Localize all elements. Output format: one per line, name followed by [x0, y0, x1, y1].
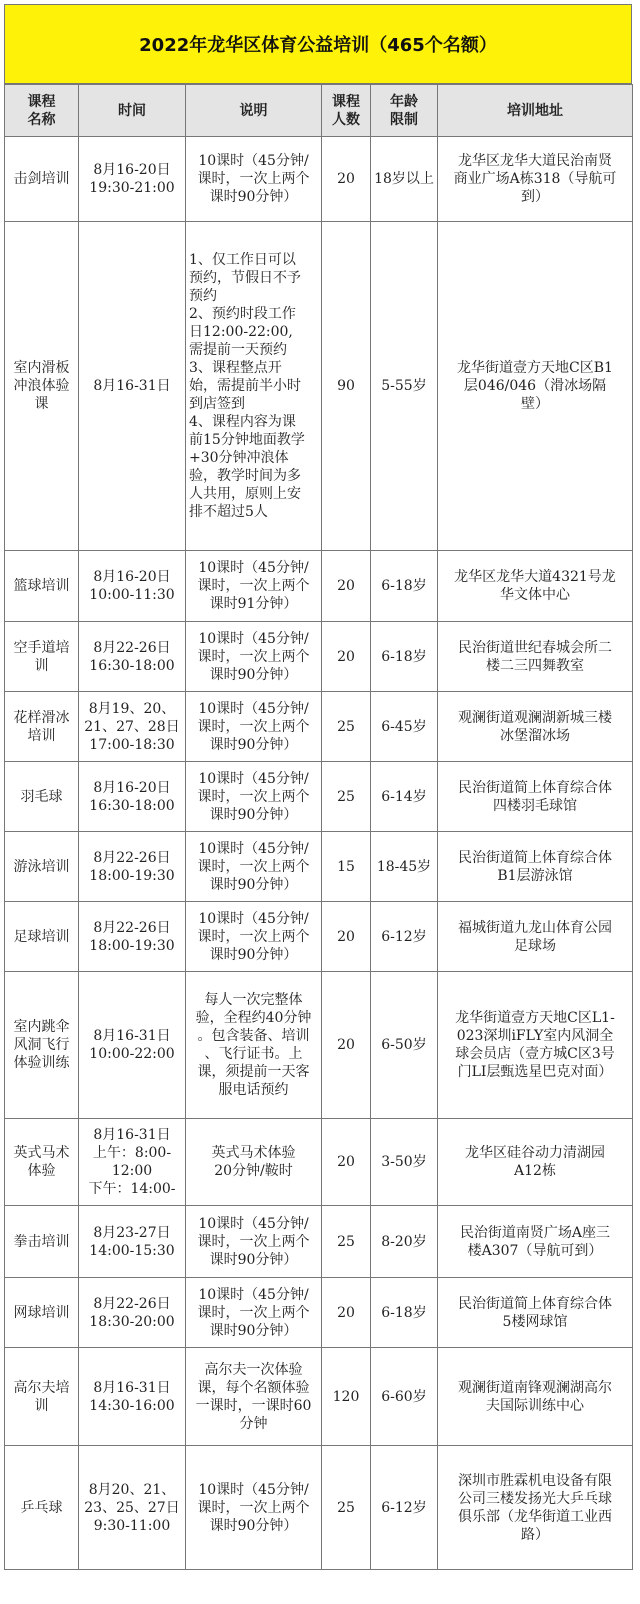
course-time: 8月16-31日 上午：8:00- 12:00 下午：14:00- — [79, 1119, 186, 1206]
course-time: 8月16-31日 14:30-16:00 — [79, 1348, 186, 1446]
course-name: 游泳培训 — [5, 832, 79, 902]
table-row — [5, 832, 633, 902]
header-desc: 说明 — [186, 85, 322, 137]
course-count: 15 — [322, 832, 371, 902]
course-address: 龙华区硅谷动力清湖园 A12栋 — [438, 1119, 633, 1206]
course-address: 龙华区龙华大道民治南贤 商业广场A栋318（导航可 到） — [438, 137, 633, 222]
table-row — [5, 972, 633, 1119]
course-age: 6-18岁 — [371, 1278, 438, 1348]
course-desc: 10课时（45分钟/ 课时，一次上两个 课时91分钟） — [186, 551, 322, 622]
course-time: 8月19、20、 21、27、28日 17:00-18:30 — [79, 692, 186, 762]
course-name: 室内跳伞 风洞飞行 体验训练 — [5, 972, 79, 1119]
course-desc: 1、仅工作日可以 预约，节假日不予 预约 2、预约时段工作 日12:00-22:00, 需提前一天预约 3、课程整点开 始，需提前半小时 到店签到 4、课程内容为课 前15分钟地面教学 +30分钟冲浪体 验，教学时间为多 人共用，原则上安 排不超过5人 — [186, 222, 322, 551]
course-desc: 英式马术体验 20分钟/鞍时 — [186, 1119, 322, 1206]
course-count: 25 — [322, 692, 371, 762]
table-row — [5, 551, 633, 622]
course-age: 6-12岁 — [371, 1446, 438, 1570]
course-time: 8月22-26日 18:30-20:00 — [79, 1278, 186, 1348]
course-name: 室内滑板 冲浪体验 课 — [5, 222, 79, 551]
course-address: 观澜街道南锋观澜湖高尔 夫国际训练中心 — [438, 1348, 633, 1446]
course-address: 龙华区龙华大道4321号龙 华文体中心 — [438, 551, 633, 622]
course-name: 高尔夫培 训 — [5, 1348, 79, 1446]
course-count: 20 — [322, 1278, 371, 1348]
course-address: 深圳市胜霖机电设备有限 公司三楼发扬光大乒乓球 俱乐部（龙华街道工业西 路） — [438, 1446, 633, 1570]
course-address: 民治街道简上体育综合体 5楼网球馆 — [438, 1278, 633, 1348]
course-name: 网球培训 — [5, 1278, 79, 1348]
course-count: 20 — [322, 972, 371, 1119]
course-address: 民治街道简上体育综合体 四楼羽毛球馆 — [438, 762, 633, 832]
course-age: 5-55岁 — [371, 222, 438, 551]
course-address: 民治街道南贤广场A座三 楼A307（导航可到） — [438, 1206, 633, 1278]
header-row — [5, 85, 633, 137]
header-count: 课程 人数 — [322, 85, 371, 137]
course-time: 8月16-20日 19:30-21:00 — [79, 137, 186, 222]
course-count: 20 — [322, 137, 371, 222]
course-desc: 10课时（45分钟/ 课时，一次上两个 课时90分钟） — [186, 832, 322, 902]
course-desc: 10课时（45分钟/ 课时，一次上两个 课时90分钟） — [186, 1278, 322, 1348]
course-count: 25 — [322, 1206, 371, 1278]
course-age: 3-50岁 — [371, 1119, 438, 1206]
course-time: 8月16-20日 10:00-11:30 — [79, 551, 186, 622]
course-time: 8月16-31日 10:00-22:00 — [79, 972, 186, 1119]
course-desc: 10课时（45分钟/ 课时，一次上两个 课时90分钟） — [186, 902, 322, 972]
course-age: 18岁以上 — [371, 137, 438, 222]
course-time: 8月16-31日 — [79, 222, 186, 551]
table-row — [5, 1278, 633, 1348]
course-age: 6-18岁 — [371, 622, 438, 692]
course-address: 观澜街道观澜湖新城三楼 冰堡溜冰场 — [438, 692, 633, 762]
course-count: 25 — [322, 762, 371, 832]
course-name: 空手道培 训 — [5, 622, 79, 692]
course-name: 足球培训 — [5, 902, 79, 972]
header-address: 培训地址 — [438, 85, 633, 137]
course-age: 6-14岁 — [371, 762, 438, 832]
course-age: 6-12岁 — [371, 902, 438, 972]
course-count: 25 — [322, 1446, 371, 1570]
course-name: 英式马术 体验 — [5, 1119, 79, 1206]
course-desc: 10课时（45分钟/ 课时，一次上两个 课时90分钟） — [186, 137, 322, 222]
course-time: 8月22-26日 18:00-19:30 — [79, 832, 186, 902]
course-age: 6-18岁 — [371, 551, 438, 622]
course-desc: 每人一次完整体 验，全程约40分钟 。包含装备、培训 、飞行证书。上 课，须提前一天客 服电话预约 — [186, 972, 322, 1119]
course-name: 篮球培训 — [5, 551, 79, 622]
course-name: 花样滑冰 培训 — [5, 692, 79, 762]
course-desc: 10课时（45分钟/ 课时，一次上两个 课时90分钟） — [186, 622, 322, 692]
table-row — [5, 692, 633, 762]
course-time: 8月16-20日 16:30-18:00 — [79, 762, 186, 832]
table-row — [5, 1206, 633, 1278]
course-age: 6-50岁 — [371, 972, 438, 1119]
sheet-title: 2022年龙华区体育公益培训（465个名额） — [4, 4, 632, 84]
course-table — [4, 84, 633, 1570]
course-name: 拳击培训 — [5, 1206, 79, 1278]
course-age: 8-20岁 — [371, 1206, 438, 1278]
table-row — [5, 762, 633, 832]
course-age: 6-45岁 — [371, 692, 438, 762]
course-count: 20 — [322, 551, 371, 622]
course-address: 龙华街道壹方天地C区B1 层046/046（滑冰场隔 壁） — [438, 222, 633, 551]
course-address: 龙华街道壹方天地C区L1- 023深圳iFLY室内风洞全 球会员店（壹方城C区3号 门LI层甄选星巴克对面） — [438, 972, 633, 1119]
course-address: 民治街道简上体育综合体 B1层游泳馆 — [438, 832, 633, 902]
course-desc: 10课时（45分钟/ 课时，一次上两个 课时90分钟） — [186, 692, 322, 762]
table-row — [5, 902, 633, 972]
table-row — [5, 1446, 633, 1570]
course-time: 8月22-26日 18:00-19:30 — [79, 902, 186, 972]
course-age: 18-45岁 — [371, 832, 438, 902]
header-course: 课程 名称 — [5, 85, 79, 137]
course-time: 8月23-27日 14:00-15:30 — [79, 1206, 186, 1278]
course-time: 8月22-26日 16:30-18:00 — [79, 622, 186, 692]
course-count: 90 — [322, 222, 371, 551]
course-desc: 10课时（45分钟/ 课时，一次上两个 课时90分钟） — [186, 1446, 322, 1570]
course-address: 民治街道世纪春城会所二 楼二三四舞教室 — [438, 622, 633, 692]
course-count: 20 — [322, 1119, 371, 1206]
header-age: 年龄 限制 — [371, 85, 438, 137]
course-count: 120 — [322, 1348, 371, 1446]
table-row — [5, 137, 633, 222]
course-address: 福城街道九龙山体育公园 足球场 — [438, 902, 633, 972]
course-time: 8月20、21、 23、25、27日 9:30-11:00 — [79, 1446, 186, 1570]
course-count: 20 — [322, 902, 371, 972]
table-row — [5, 1119, 633, 1206]
table-row — [5, 622, 633, 692]
course-desc: 10课时（45分钟/ 课时，一次上两个 课时90分钟） — [186, 1206, 322, 1278]
course-name: 击剑培训 — [5, 137, 79, 222]
course-desc: 10课时（45分钟/ 课时，一次上两个 课时90分钟） — [186, 762, 322, 832]
table-row — [5, 1348, 633, 1446]
course-name: 羽毛球 — [5, 762, 79, 832]
header-time: 时间 — [79, 85, 186, 137]
course-age: 6-60岁 — [371, 1348, 438, 1446]
training-sheet — [4, 4, 632, 1570]
course-count: 20 — [322, 622, 371, 692]
table-row — [5, 222, 633, 551]
course-name: 乒乓球 — [5, 1446, 79, 1570]
course-desc: 高尔夫一次体验 课，每个名额体验 一课时，一课时60 分钟 — [186, 1348, 322, 1446]
